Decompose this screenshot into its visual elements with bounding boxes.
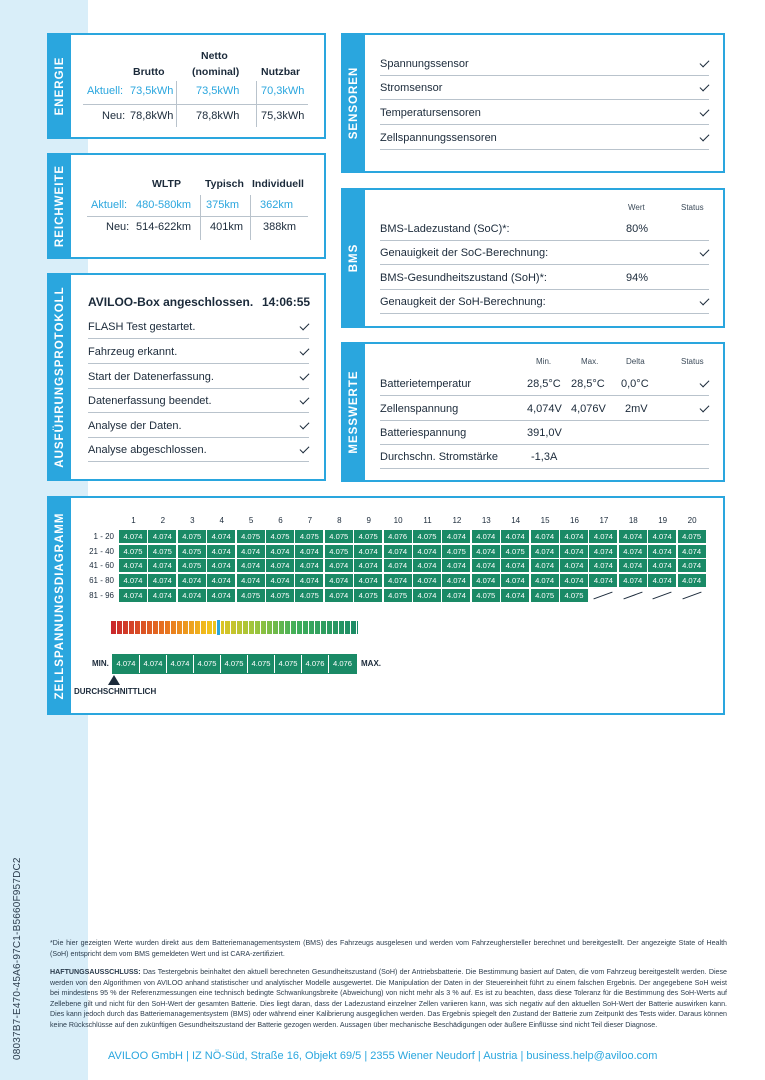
grid-column-number: 16: [570, 516, 579, 525]
grid-column-number: 10: [393, 516, 403, 525]
cell-voltage: 4.074: [384, 545, 412, 558]
protokoll-time: 14:06:55: [262, 295, 311, 309]
col-status: Status: [681, 203, 704, 212]
grid-column-number: 7: [307, 516, 313, 525]
reichweite-tab-label: REICHWEITE: [54, 164, 66, 248]
cell-voltage: 4.075: [325, 545, 353, 558]
cell-voltage: 4.075: [531, 589, 559, 602]
protokoll-step: [88, 365, 309, 389]
reichweite-neu-individuell: 388km: [263, 221, 297, 233]
bms-row-label: Genauigkeit der SoC-Berechnung:: [380, 246, 549, 259]
messwert-label: Batteriespannung: [380, 426, 467, 439]
cell-voltage: 4.074: [413, 574, 441, 587]
protokoll-step: [88, 414, 309, 438]
cell-voltage: 4.074: [295, 545, 323, 558]
cell-voltage: 4.075: [413, 530, 441, 543]
reichweite-card: [47, 153, 326, 259]
sensoren-tab-label: SENSOREN: [348, 66, 360, 140]
bms-row-label: BMS-Gesundheitszustand (SoH)*:: [380, 271, 547, 284]
cell-voltage: 4.074: [648, 559, 676, 572]
messwert-label: Zellenspannung: [380, 402, 459, 415]
messwerte-tab: [343, 344, 365, 480]
contact-line: AVILOO GmbH | IZ NÖ-Süd, Straße 16, Objekt 69/5 | 2355 Wiener Neudorf | Austria | business.help@aviloo.com: [108, 1050, 658, 1062]
protokoll-step-label: Fahrzeug erkannt.: [88, 345, 178, 358]
messwert-min: -1,3A: [531, 450, 558, 463]
cell-voltage: 4.074: [413, 559, 441, 572]
minmax-cell: 4.075: [221, 655, 248, 673]
col-wltp: WLTP: [152, 178, 181, 190]
cell-voltage: 4.074: [678, 545, 706, 558]
empty-cell: [589, 589, 617, 602]
bms-card: [341, 188, 725, 328]
cell-voltage: 4.074: [472, 545, 500, 558]
cell-voltage: 4.074: [148, 589, 176, 602]
average-label: DURCHSCHNITTLICH: [74, 687, 157, 696]
check-icon: [300, 419, 310, 429]
protokoll-tab: [49, 275, 71, 479]
messwert-row: [380, 445, 709, 469]
bms-tab-label: BMS: [348, 243, 360, 273]
protokoll-step-label: Analyse abgeschlossen.: [88, 443, 207, 456]
row-aktuell-label: Aktuell:: [87, 85, 124, 97]
check-icon: [300, 370, 310, 380]
protokoll-step: [88, 340, 309, 364]
grid-column-number: 4: [219, 516, 224, 525]
sensor-item: [380, 76, 709, 100]
row-aktuell-label: Aktuell:: [91, 199, 128, 211]
cell-voltage: 4.074: [648, 530, 676, 543]
cell-voltage: 4.074: [442, 574, 470, 587]
cell-voltage: 4.075: [295, 530, 323, 543]
cell-voltage: 4.074: [354, 574, 382, 587]
cell-voltage: 4.074: [619, 530, 647, 543]
reichweite-aktuell-wltp: 480-580km: [136, 199, 192, 211]
messwerte-tab-label: MESSWERTE: [348, 370, 360, 454]
check-icon: [300, 443, 310, 453]
reichweite-neu-typisch: 401km: [210, 221, 244, 233]
energie-aktuell-brutto: 73,5kWh: [130, 85, 174, 97]
messwert-min: 28,5°C: [527, 377, 561, 390]
zellspannung-card: [47, 496, 725, 715]
cell-voltage: 4.074: [560, 559, 588, 572]
minmax-cell: 4.074: [167, 655, 194, 673]
min-label: MIN.: [92, 659, 109, 668]
cell-voltage: 4.074: [148, 530, 176, 543]
protokoll-step-label: Start der Datenerfassung.: [88, 370, 214, 383]
empty-cell: [648, 589, 676, 602]
messwert-min: 391,0V: [527, 426, 562, 439]
zellspannung-tab: [49, 498, 71, 713]
cell-voltage: 4.074: [442, 589, 470, 602]
cell-voltage: 4.074: [589, 574, 617, 587]
row-neu-label: Neu:: [106, 221, 130, 233]
cell-voltage: 4.074: [384, 574, 412, 587]
cell-voltage: 4.075: [266, 589, 294, 602]
energie-neu-brutto: 78,8kWh: [130, 110, 174, 122]
col-max: Max.: [581, 357, 599, 366]
minmax-cell: 4.075: [194, 655, 221, 673]
col-wert: Wert: [628, 203, 645, 212]
protokoll-title: AVILOO-Box angeschlossen.: [88, 295, 254, 309]
cell-voltage: 4.075: [119, 545, 147, 558]
energie-neu-netto: 78,8kWh: [196, 110, 240, 122]
bms-tab: [343, 190, 365, 326]
reichweite-aktuell-typisch: 375km: [206, 199, 240, 211]
grid-column-number: 15: [540, 516, 550, 525]
grid-column-number: 5: [248, 516, 254, 525]
messwerte-card: [341, 342, 725, 482]
voltage-color-scale: [111, 621, 358, 634]
col-min: Min.: [536, 357, 552, 366]
reichweite-aktuell-individuell: 362km: [260, 199, 294, 211]
messwert-row: [380, 372, 709, 396]
cell-voltage: 4.075: [354, 530, 382, 543]
grid-column-number: 19: [658, 516, 668, 525]
col-delta: Delta: [626, 357, 645, 366]
cell-voltage: 4.074: [648, 545, 676, 558]
cell-voltage: 4.074: [325, 574, 353, 587]
check-icon: [700, 106, 710, 116]
cell-voltage: 4.074: [119, 589, 147, 602]
energie-tab-label: ENERGIE: [54, 56, 66, 116]
cell-voltage: 4.074: [501, 589, 529, 602]
cell-voltage: 4.074: [266, 545, 294, 558]
bms-row-label: Genaugkeit der SoH-Berechnung:: [380, 295, 546, 308]
grid-column-number: 3: [190, 516, 195, 525]
cell-voltage: 4.075: [442, 545, 470, 558]
protokoll-tab-label: AUSFÜHRUNGSPROTOKOLL: [54, 286, 66, 468]
cell-voltage: 4.074: [266, 559, 294, 572]
grid-column-number: 1: [131, 516, 136, 525]
cell-voltage: 4.074: [119, 574, 147, 587]
grid-row-label: 1 - 20: [93, 532, 114, 541]
cell-voltage: 4.074: [472, 530, 500, 543]
cell-voltage: 4.074: [354, 559, 382, 572]
col-netto-line2: (nominal): [192, 66, 240, 78]
grid-row-label: 41 - 60: [89, 561, 114, 571]
cell-voltage: 4.074: [325, 559, 353, 572]
cell-voltage: 4.074: [648, 574, 676, 587]
check-icon: [700, 295, 710, 305]
energie-aktuell-nutzbar: 70,3kWh: [261, 85, 305, 97]
cell-voltage: 4.074: [560, 530, 588, 543]
grid-column-number: 14: [511, 516, 521, 525]
check-icon: [700, 57, 710, 67]
bms-row-value: 80%: [626, 222, 649, 235]
sensor-label: Temperatursensoren: [380, 106, 481, 119]
messwert-max: 4,076V: [571, 402, 606, 415]
cell-voltage: 4.074: [560, 574, 588, 587]
protokoll-step: [88, 389, 309, 413]
scale-marker: [216, 619, 221, 636]
bms-row: [380, 241, 709, 265]
cell-voltage: 4.075: [384, 589, 412, 602]
minmax-cell: 4.075: [275, 655, 302, 673]
messwert-row: [380, 397, 709, 421]
minmax-bar: [112, 654, 357, 674]
cell-voltage: 4.075: [178, 545, 206, 558]
cell-voltage: 4.075: [237, 530, 265, 543]
grid-column-number: 18: [628, 516, 638, 525]
cell-voltage: 4.074: [678, 574, 706, 587]
grid-row-label: 21 - 40: [89, 546, 114, 556]
bms-row: [380, 266, 709, 290]
cell-voltage: 4.074: [531, 545, 559, 558]
cell-voltage: 4.074: [295, 574, 323, 587]
cell-voltage: 4.076: [384, 530, 412, 543]
disclaimer-text: Das Testergebnis beinhaltet den aktuell berechneten Gesundheitszustand (SoH) der Antriebsbatterie. Die Bestimmung basiert auf Daten, die vom Fahrzeug bereitgestellt werden. Diese werden von den Algorithmen von AVILOO anhand statistischer und analytischer Modelle ausgewertet. Die Manipulation der Daten in der Steuereinheit führt zu einem falschen Ergebnis. Der angegebene SoH weist bei mindestens 95 % der Referenzmessungen eine technisch bedingte Schwankungsbreite (Abweichung) von nicht mehr als 3 % auf. Es ist zu beachten, dass diese Toleranz für die Bestimmung des SoH-Werts auf Zellebene gilt und nicht für den SoH-Wert der gesamten Batterie. Dies liegt daran, dass der Ladezustand einzelner Zellen variieren kann, was sich negativ auf den aktuellen SoH-Wert der Batterie auswirken kann. Dies kann jedoch durch das Batteriemanagementsystem (BMS) oder während einer Kalibrierung ausgeglichen werden. Das Ergebnis spiegelt den Zustand der Batterie zum Zeitpunkt des Tests wider. Daraus können keine Rückschlüsse auf den zukünftigen Gesundheitszustand der Batterie gezogen werden. Aussagen über mechanische Beschädigungen oder äußere Einflüsse sind nicht Teil dieser Diagnose.: [50, 968, 727, 1029]
cell-voltage: 4.075: [501, 545, 529, 558]
minmax-cell: 4.075: [248, 655, 275, 673]
cell-voltage: 4.074: [207, 574, 235, 587]
minmax-cell: 4.074: [140, 655, 167, 673]
sensor-label: Zellspannungssensoren: [380, 131, 497, 144]
cell-voltage: 4.074: [619, 545, 647, 558]
row-neu-label: Neu:: [102, 110, 126, 122]
cell-voltage: 4.074: [531, 559, 559, 572]
cell-voltage: 4.074: [237, 559, 265, 572]
protokoll-card: [47, 273, 326, 481]
messwert-delta: 2mV: [625, 402, 648, 415]
messwert-delta: 0,0°C: [621, 377, 649, 390]
col-individuell: Individuell: [252, 178, 304, 190]
cell-voltage: 4.074: [178, 574, 206, 587]
energie-tab: [49, 35, 71, 137]
sensor-item: [380, 52, 709, 76]
grid-column-number: 17: [599, 516, 609, 525]
cell-voltage: 4.074: [237, 545, 265, 558]
grid-column-number: 12: [452, 516, 462, 525]
cell-voltage: 4.075: [678, 530, 706, 543]
sensoren-card: [341, 33, 725, 173]
protokoll-step: [88, 315, 309, 339]
average-pointer-icon: [108, 675, 120, 685]
check-icon: [700, 402, 710, 412]
cell-voltage: 4.074: [207, 589, 235, 602]
bms-row: [380, 217, 709, 241]
grid-row-label: 81 - 96: [89, 590, 114, 600]
cell-voltage: 4.075: [178, 559, 206, 572]
sensor-label: Stromsensor: [380, 81, 443, 94]
col-status: Status: [681, 357, 704, 366]
cell-voltage: 4.075: [266, 530, 294, 543]
col-brutto: Brutto: [133, 66, 165, 78]
cell-voltage: 4.075: [295, 589, 323, 602]
cell-voltage: 4.074: [354, 545, 382, 558]
cell-voltage: 4.075: [237, 589, 265, 602]
grid-column-number: 9: [366, 516, 371, 525]
messwert-label: Batterietemperatur: [380, 377, 472, 390]
cell-voltage: 4.074: [148, 574, 176, 587]
cell-voltage: 4.074: [472, 559, 500, 572]
cell-voltage: 4.074: [589, 530, 617, 543]
messwert-min: 4,074V: [527, 402, 562, 415]
cell-voltage: 4.074: [237, 574, 265, 587]
reichweite-neu-wltp: 514-622km: [136, 221, 192, 233]
grid-row-label: 61 - 80: [89, 576, 114, 586]
zellspannung-tab-label: ZELLSPANNUNGSDIAGRAMM: [54, 512, 66, 699]
energie-neu-nutzbar: 75,3kWh: [261, 110, 305, 122]
cell-voltage: 4.074: [295, 559, 323, 572]
col-netto-line1: Netto: [201, 50, 228, 62]
cell-voltage: 4.074: [207, 559, 235, 572]
cell-voltage: 4.074: [148, 559, 176, 572]
cell-voltage: 4.075: [148, 545, 176, 558]
sensoren-tab: [343, 35, 365, 171]
cell-voltage: 4.074: [531, 574, 559, 587]
document-id: 08037B7-E470-45A6-97C1-B5660F957DC2: [12, 857, 23, 1060]
max-label: MAX.: [361, 659, 381, 668]
disclaimer: [50, 967, 727, 1031]
cell-voltage: 4.075: [472, 589, 500, 602]
grid-column-number: 8: [337, 516, 342, 525]
cell-voltage: 4.074: [384, 559, 412, 572]
cell-voltage: 4.075: [354, 589, 382, 602]
messwert-label: Durchschn. Stromstärke: [380, 450, 498, 463]
grid-column-number: 11: [423, 516, 432, 525]
bms-row-value: 94%: [626, 271, 649, 284]
check-icon: [300, 345, 310, 355]
cell-voltage: 4.074: [119, 559, 147, 572]
bms-row-label: BMS-Ladezustand (SoC)*:: [380, 222, 510, 235]
minmax-cell: 4.076: [302, 655, 329, 673]
cell-voltage: 4.074: [589, 545, 617, 558]
bms-row: [380, 290, 709, 314]
cell-voltage: 4.074: [207, 530, 235, 543]
cell-voltage: 4.074: [531, 530, 559, 543]
check-icon: [700, 246, 710, 256]
empty-cell: [619, 589, 647, 602]
messwert-row: [380, 421, 709, 445]
check-icon: [300, 320, 310, 330]
cell-voltage: 4.074: [501, 530, 529, 543]
cell-voltage: 4.074: [442, 530, 470, 543]
check-icon: [300, 394, 310, 404]
cell-voltage: 4.075: [325, 530, 353, 543]
minmax-cell: 4.076: [329, 655, 356, 673]
cell-voltage: 4.074: [472, 574, 500, 587]
cell-voltage: 4.075: [560, 589, 588, 602]
cell-voltage: 4.074: [413, 545, 441, 558]
col-nutzbar: Nutzbar: [261, 66, 301, 78]
protokoll-step-label: FLASH Test gestartet.: [88, 320, 196, 333]
protokoll-step-label: Datenerfassung beendet.: [88, 394, 212, 407]
check-icon: [700, 131, 710, 141]
grid-column-number: 20: [687, 516, 697, 525]
cell-voltage: 4.074: [442, 559, 470, 572]
cell-voltage: 4.074: [178, 589, 206, 602]
cell-voltage: 4.074: [501, 559, 529, 572]
footnote: *Die hier gezeigten Werte wurden direkt aus dem Batteriemanagementsystem (BMS) des Fahrzeugs ausgelesen und werden vom Fahrzeughersteller berechnet und bereitgestellt. Der angezeigte State of Health (SoH) entspricht dem vom BMS gemeldeten Wert und ist CARA-zertifiziert.: [50, 939, 727, 958]
empty-cell: [678, 589, 706, 602]
check-icon: [700, 377, 710, 387]
grid-column-number: 6: [278, 516, 283, 525]
energie-card: [47, 33, 326, 139]
cell-voltage: 4.074: [589, 559, 617, 572]
cell-voltage: 4.074: [678, 559, 706, 572]
cell-voltage: 4.074: [266, 574, 294, 587]
cell-voltage: 4.075: [178, 530, 206, 543]
cell-voltage: 4.074: [207, 545, 235, 558]
cell-voltage: 4.074: [119, 530, 147, 543]
check-icon: [700, 81, 710, 91]
grid-column-number: 2: [160, 516, 166, 525]
reichweite-tab: [49, 155, 71, 257]
protokoll-step: [88, 438, 309, 462]
protokoll-step-label: Analyse der Daten.: [88, 419, 182, 432]
sensor-item: [380, 101, 709, 125]
cell-voltage: 4.074: [619, 559, 647, 572]
cell-voltage: 4.074: [413, 589, 441, 602]
messwert-max: 28,5°C: [571, 377, 605, 390]
cell-voltage: 4.074: [560, 545, 588, 558]
cell-voltage: 4.074: [501, 574, 529, 587]
grid-column-number: 13: [481, 516, 491, 525]
cell-voltage: 4.074: [325, 589, 353, 602]
energie-aktuell-netto: 73,5kWh: [196, 85, 240, 97]
disclaimer-title: HAFTUNGSAUSSCHLUSS:: [50, 968, 141, 976]
minmax-cell: 4.074: [113, 655, 140, 673]
cell-voltage: 4.074: [619, 574, 647, 587]
col-typisch: Typisch: [205, 178, 244, 190]
sensor-item: [380, 126, 709, 150]
sensor-label: Spannungssensor: [380, 57, 469, 70]
